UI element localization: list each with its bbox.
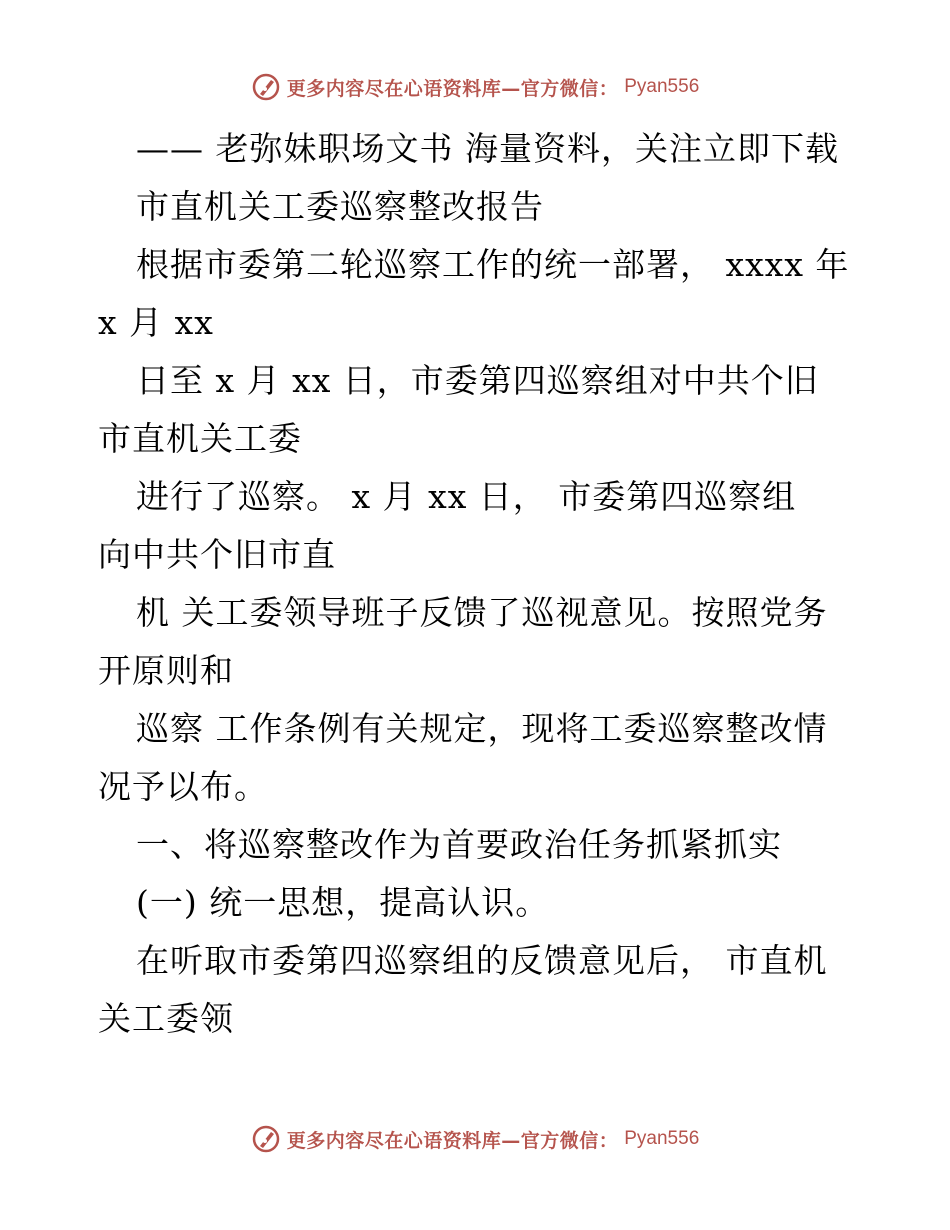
doc-line: 关工委领 (98, 999, 234, 1038)
doc-line-header: —— 老弥妹职场文书 海量资料，关注立即下载 (136, 129, 839, 168)
watermark-account: Pyan556 (624, 76, 700, 97)
doc-line: 日至 x 月 xx 日，市委第四巡察组对中共个旧 (136, 361, 819, 400)
doc-line: 市直机关工委 (98, 419, 302, 458)
watermark-text: 更多内容尽在心语资料库—官方微信： (286, 1129, 619, 1152)
doc-line: 进行了巡察。 x 月 xx 日， 市委第四巡察组 (136, 477, 797, 516)
subsection-heading: (一) 统一思想，提高认识。 (136, 883, 550, 922)
doc-line: 向中共个旧市直 (98, 535, 336, 574)
doc-line: x 月 xx (98, 303, 214, 342)
document-body (98, 120, 858, 1048)
watermark-account: Pyan556 (624, 1128, 700, 1149)
doc-line: 机 关工委领导班子反馈了巡视意见。按照党务 (136, 593, 828, 632)
watermark-bottom (0, 1124, 950, 1154)
section-heading: 一、将巡察整改作为首要政治任务抓紧抓实 (136, 825, 782, 864)
watermark-text: 更多内容尽在心语资料库—官方微信： (286, 77, 619, 100)
doc-line: 开原则和 (98, 651, 234, 690)
doc-line: 根据市委第二轮巡察工作的统一部署， xxxx 年 (136, 245, 850, 284)
pen-circle-logo-icon (251, 72, 281, 102)
watermark-top (0, 72, 950, 102)
doc-title: 市直机关工委巡察整改报告 (136, 187, 544, 226)
doc-line: 巡察 工作条例有关规定，现将工委巡察整改情 (136, 709, 828, 748)
pen-circle-logo-icon (251, 1124, 281, 1154)
doc-line: 在听取市委第四巡察组的反馈意见后， 市直机 (136, 941, 828, 980)
doc-line: 况予以布。 (98, 767, 268, 806)
